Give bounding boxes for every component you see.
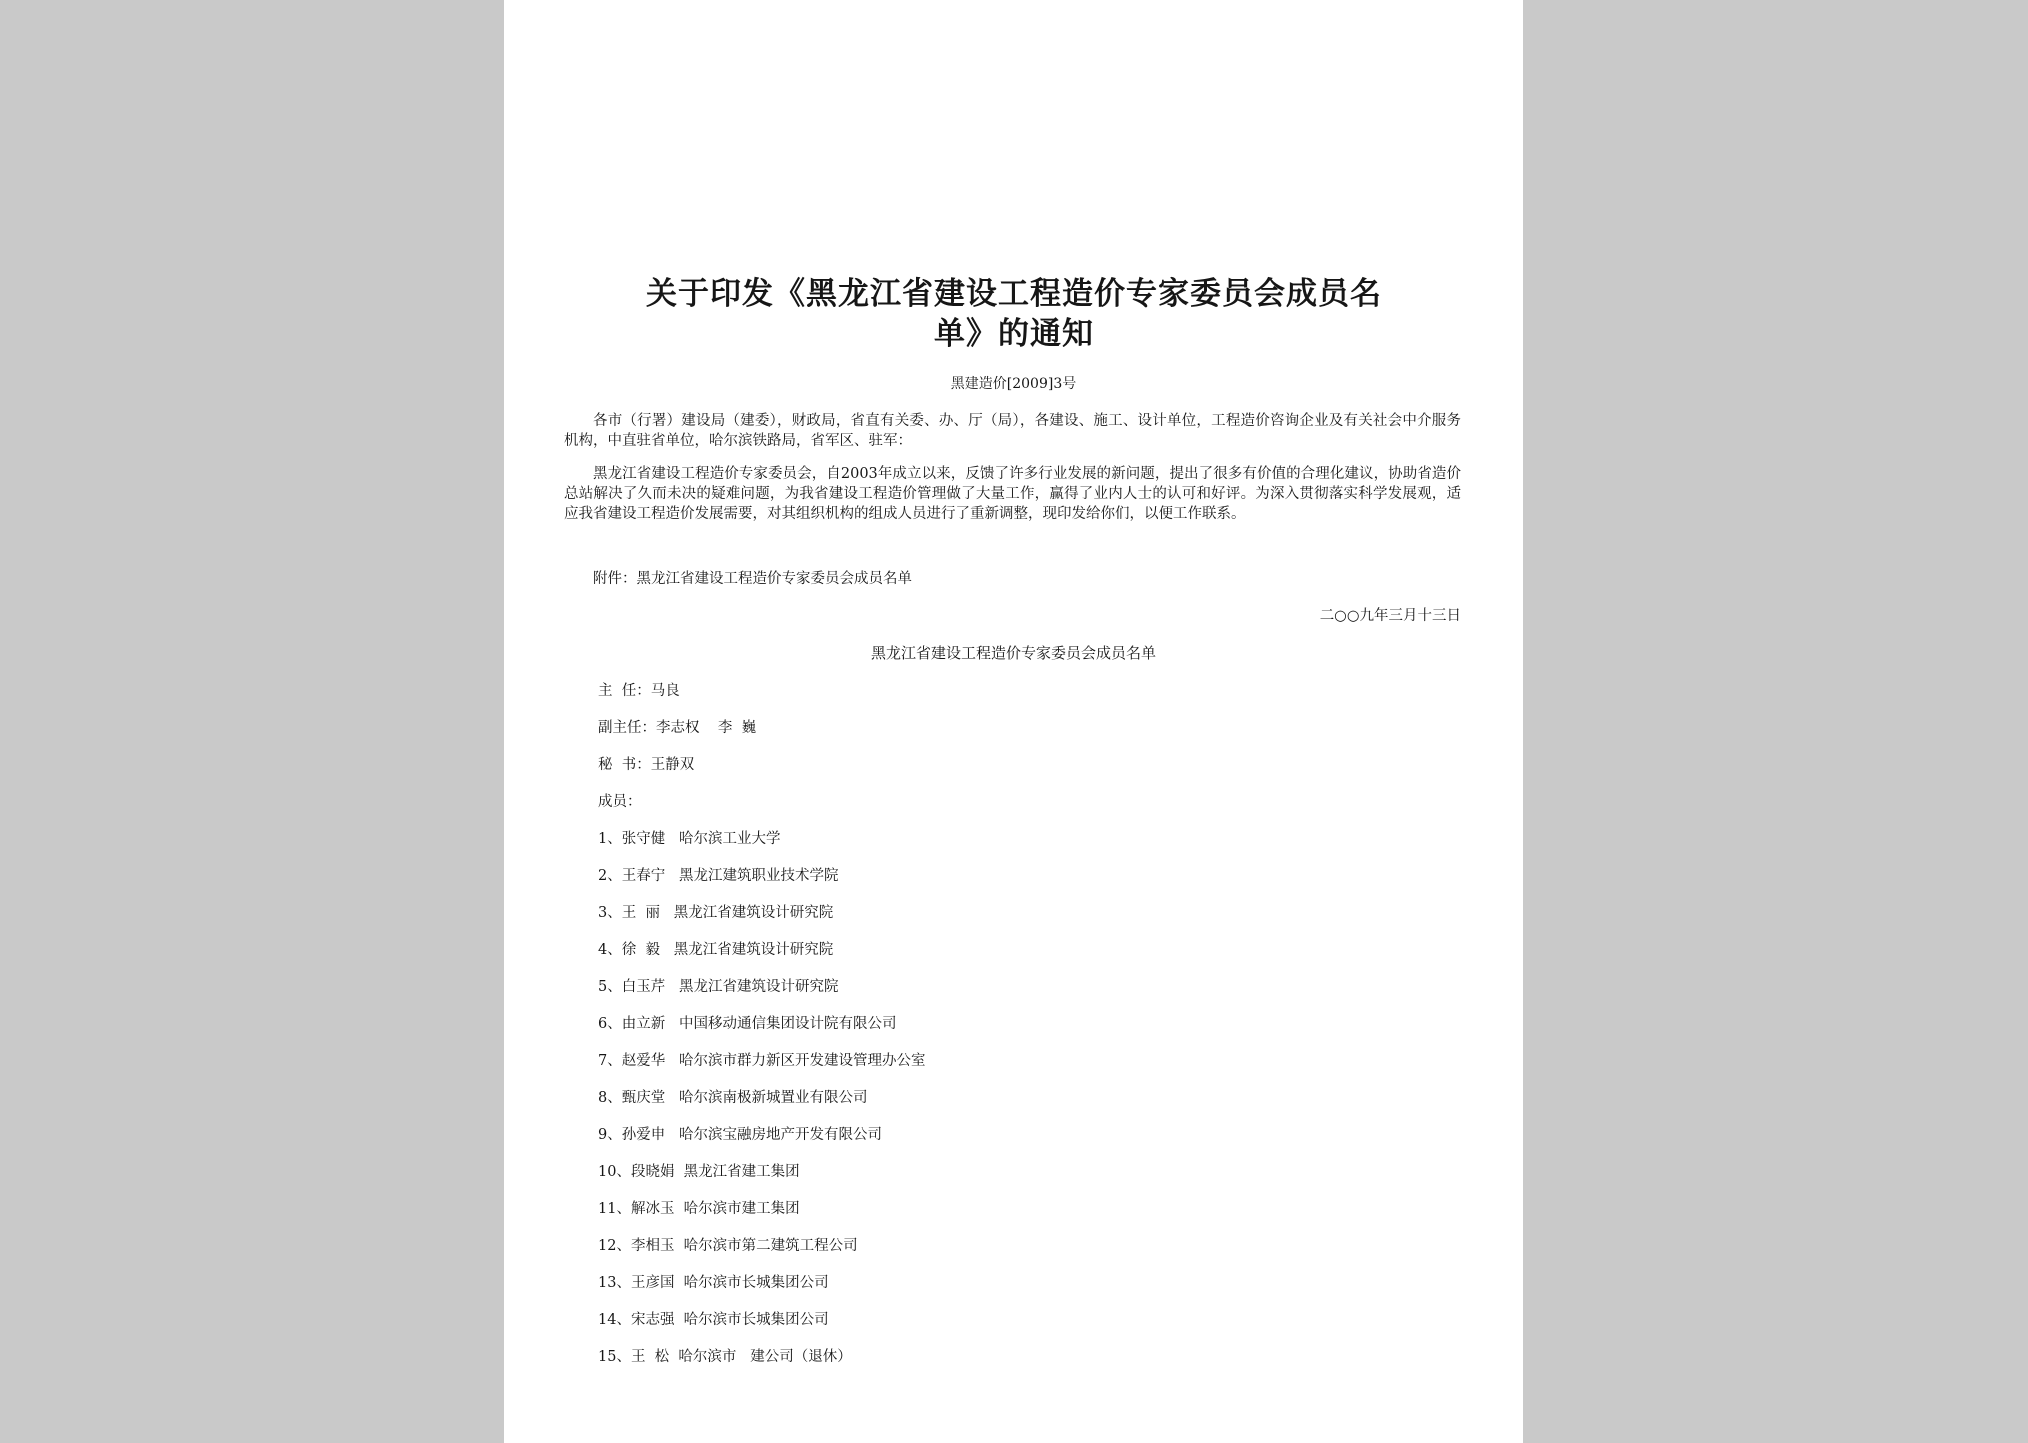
member-item: 12、李相玉 哈尔滨市第二建筑工程公司: [598, 1238, 858, 1254]
member-item: 6、由立新 中国移动通信集团设计院有限公司: [598, 1016, 897, 1032]
member-item: 4、徐 毅 黑龙江省建筑设计研究院: [598, 942, 834, 958]
member-list: [598, 827, 926, 1382]
director-line: 主 任：马良: [598, 683, 680, 699]
member-item: 7、赵爱华 哈尔滨市群力新区开发建设管理办公室: [598, 1053, 926, 1069]
member-item: 14、宋志强 哈尔滨市长城集团公司: [598, 1312, 829, 1328]
body-paragraph: 黑龙江省建设工程造价专家委员会，自2003年成立以来，反馈了许多行业发展的新问题，提出了很多有价值的合理化建议，协助省造价总站解决了久而未决的疑难问题，为我省建设工程造价管理做了大量工作，赢得了业内人士的认可和好评。为深入贯彻落实科学发展观，适应我省建设工程造价发展需要，对其组织机构的组成人员进行了重新调整，现印发给你们，以便工作联系。: [564, 466, 1461, 522]
document-page: [504, 0, 1523, 1443]
member-item: 10、段晓娟 黑龙江省建工集团: [598, 1164, 800, 1180]
member-item: 1、张守健 哈尔滨工业大学: [598, 831, 781, 847]
deputy-director-line: 副主任：李志权 李 巍: [598, 720, 757, 736]
member-item: 5、白玉芹 黑龙江省建筑设计研究院: [598, 979, 839, 995]
attachment-line: 附件：黑龙江省建设工程造价专家委员会成员名单: [593, 571, 912, 587]
addressee-paragraph: 各市（行署）建设局（建委），财政局，省直有关委、办、厅（局），各建设、施工、设计单位，工程造价咨询企业及有关社会中介服务机构，中直驻省单位，哈尔滨铁路局，省军区、驻军：: [564, 413, 1461, 449]
document-title-line-1: 关于印发《黑龙江省建设工程造价专家委员会成员名: [646, 276, 1382, 312]
document-title-line-2: 单》的通知: [934, 316, 1094, 352]
member-item: 13、王彦国 哈尔滨市长城集团公司: [598, 1275, 829, 1291]
member-list-title: 黑龙江省建设工程造价专家委员会成员名单: [870, 644, 1156, 662]
member-item: 11、解冰玉 哈尔滨市建工集团: [598, 1201, 800, 1217]
issue-date: 二○○九年三月十三日: [1319, 608, 1461, 624]
member-item: 8、甄庆堂 哈尔滨南极新城置业有限公司: [598, 1090, 868, 1106]
member-item: 9、孙爱申 哈尔滨宝融房地产开发有限公司: [598, 1127, 883, 1143]
members-label: 成员：: [598, 794, 642, 810]
member-item: 2、王春宁 黑龙江建筑职业技术学院: [598, 868, 839, 884]
secretary-line: 秘 书：王静双: [598, 757, 695, 773]
member-item: 15、王 松 哈尔滨市 建公司（退休）: [598, 1349, 852, 1365]
member-item: 3、王 丽 黑龙江省建筑设计研究院: [598, 905, 834, 921]
document-number: 黑建造价[2009]3号: [950, 376, 1077, 392]
